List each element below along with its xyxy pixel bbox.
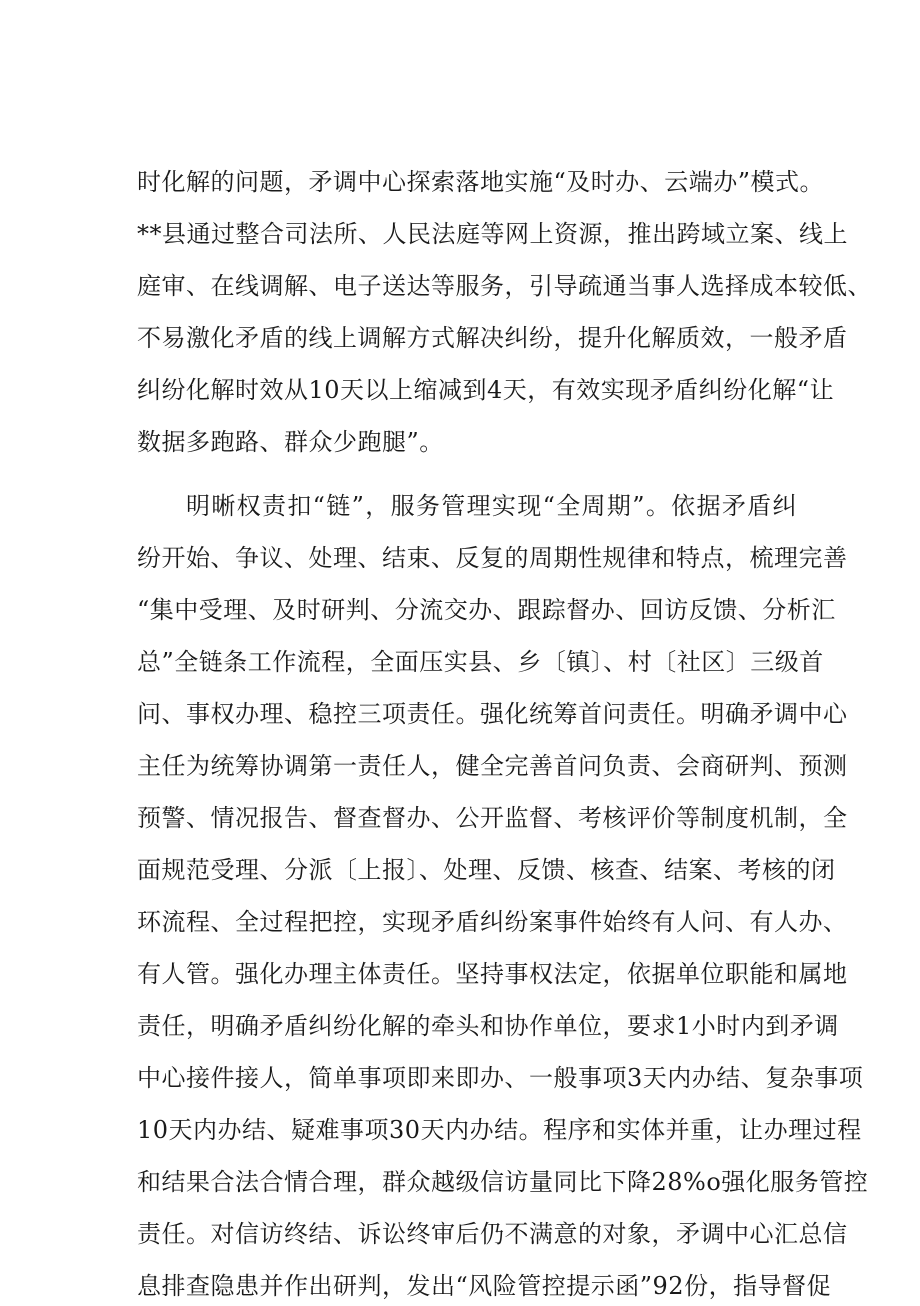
paragraph-1-line-3: 庭审、在线调解、电子送达等服务，引导疏通当事人选择成本较低、 <box>137 272 872 300</box>
paragraph-1-line-2: **县通过整合司法所、人民法庭等网上资源，推出跨域立案、线上 <box>137 220 848 248</box>
paragraph-2-line-15: 责任。对信访终结、诉讼终审后仍不满意的对象，矛调中心汇总信 <box>137 1220 848 1248</box>
paragraph-2-line-4: 总”全链条工作流程，全面压实县、乡〔镇〕、村〔社区〕三级首 <box>137 648 824 676</box>
paragraph-1-line-6: 数据多跑路、群众少跑腿”。 <box>137 428 444 456</box>
paragraph-2-line-1: 明晰权责扣“链”，服务管理实现“全周期”。依据矛盾纠 <box>186 492 797 520</box>
paragraph-2-line-13: 10天内办结、疑难事项30天内办结。程序和实体并重，让办理过程 <box>137 1116 862 1144</box>
paragraph-2-line-12: 中心接件接人，简单事项即来即办、一般事项3天内办结、复杂事项 <box>137 1064 864 1092</box>
paragraph-2-line-2: 纷开始、争议、处理、结束、反复的周期性规律和特点，梳理完善 <box>137 544 848 572</box>
paragraph-2-line-6: 主任为统筹协调第一责任人，健全完善首问负责、会商研判、预测 <box>137 752 848 780</box>
paragraph-1-line-4: 不易激化矛盾的线上调解方式解决纠纷，提升化解质效，一般矛盾 <box>137 324 848 352</box>
paragraph-2-line-9: 环流程、全过程把控，实现矛盾纠纷案事件始终有人问、有人办、 <box>137 908 848 936</box>
paragraph-2-line-7: 预警、情况报告、督查督办、公开监督、考核评价等制度机制，全 <box>137 804 848 832</box>
paragraph-1-line-1: 时化解的问题，矛调中心探索落地实施“及时办、云端办”模式。 <box>137 168 825 196</box>
paragraph-2-line-8: 面规范受理、分派〔上报〕、处理、反馈、核查、结案、考核的闭 <box>137 856 836 884</box>
paragraph-1-line-5: 纠纷化解时效从10天以上缩减到4天，有效实现矛盾纠纷化解“让 <box>137 376 835 404</box>
paragraph-2-line-11: 责任，明确矛盾纠纷化解的牵头和协作单位，要求1小时内到矛调 <box>137 1012 839 1040</box>
paragraph-2-line-14: 和结果合法合情合理，群众越级信访量同比下降28%o强化服务管控 <box>137 1168 869 1196</box>
paragraph-2-line-10: 有人管。强化办理主体责任。坚持事权法定，依据单位职能和属地 <box>137 960 848 988</box>
paragraph-2-line-5: 问、事权办理、稳控三项责任。强化统筹首问责任。明确矛调中心 <box>137 700 848 728</box>
paragraph-2-line-3: “集中受理、及时研判、分流交办、跟踪督办、回访反馈、分析汇 <box>137 596 836 624</box>
paragraph-2-line-16: 息排查隐患并作出研判，发出“风险管控提示函”92份，指导督促 <box>137 1272 832 1300</box>
